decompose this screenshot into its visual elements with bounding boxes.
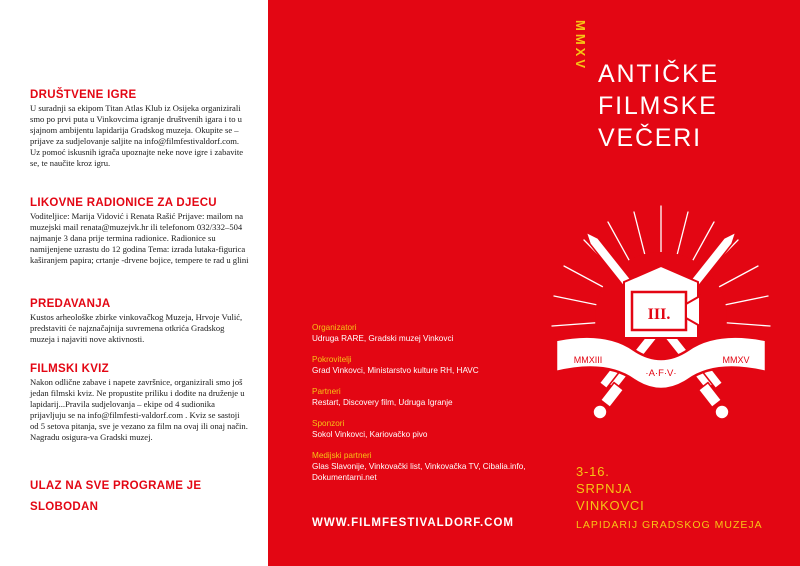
section-filmski-kviz bbox=[30, 362, 250, 443]
credit-value: Restart, Discovery film, Udruga Igranje bbox=[312, 398, 453, 407]
ribbon-left-year: MMXIII bbox=[573, 355, 603, 365]
credit-value: Glas Slavonije, Vinkovački list, Vinkovačka TV, Cibalia.info, Dokumentarni.net bbox=[312, 462, 526, 482]
credit-label: Sponzori bbox=[312, 419, 345, 428]
free-entry-notice: ULAZ NA SVE PROGRAME JE SLOBODAN bbox=[30, 480, 202, 513]
title-line: ANTIČKE bbox=[598, 60, 719, 88]
emblem-number: III. bbox=[647, 306, 671, 323]
credit-patrons bbox=[312, 354, 542, 376]
section-likovne-radionice bbox=[30, 196, 250, 266]
festival-dates bbox=[576, 463, 645, 514]
section-heading: PREDAVANJA bbox=[30, 298, 111, 310]
credit-value: Udruga RARE, Gradski muzej Vinkovci bbox=[312, 334, 454, 343]
vertical-year bbox=[570, 20, 596, 100]
credit-label: Pokrovitelji bbox=[312, 355, 352, 364]
vertical-year-text: MMXV bbox=[573, 20, 588, 71]
section-heading: DRUŠTVENE IGRE bbox=[30, 89, 137, 101]
section-predavanja bbox=[30, 297, 250, 345]
venue-name: LAPIDARIJ GRADSKOG MUZEJA bbox=[576, 519, 763, 531]
credit-label: Organizatori bbox=[312, 323, 357, 332]
festival-emblem bbox=[546, 200, 776, 440]
credit-partners bbox=[312, 386, 542, 408]
section-drustvene-igre bbox=[30, 88, 250, 169]
title-line: VEČERI bbox=[598, 124, 702, 152]
section-heading: LIKOVNE RADIONICE ZA DJECU bbox=[30, 197, 217, 209]
credit-label: Partneri bbox=[312, 387, 341, 396]
dates-line: SRPNJA bbox=[576, 481, 633, 496]
credit-value: Sokol Vinkovci, Kariovačko pivo bbox=[312, 430, 428, 439]
credit-label: Medijski partneri bbox=[312, 451, 372, 460]
section-text: Voditeljice: Marija Vidović i Renata Rašić Prijave: mailom na muzejski mail renata@muzejvk.hr ili telefonom 032/332–504 najmanje 3 dana prije termina radionice. Radionice su namijenjene uzrastu do 12 godina Tema: izrada lutaka-figurica kaširanjem papira; crtanje -drvene bojice, tempere te rad u glini bbox=[30, 211, 249, 265]
credit-sponsors bbox=[312, 418, 542, 440]
dates-line: 3-16. bbox=[576, 464, 610, 479]
credit-organizers bbox=[312, 322, 542, 344]
section-text: Nakon odlične zabave i napete završnice, organizirali smo još jedan filmski kviz. Ne propustite priliku i dođite na druženje u lapidarij...Pravila sudjelovanja – ekipe od 4 sudionika prijavljuju se na info@filmfesti-valdorf.com . Kviz se sastoji od 5 setova pitanja, sve je vezano za film na ovaj ili onaj način. Nagradu osigura-va Gradski muzej. bbox=[30, 377, 248, 442]
right-panel bbox=[268, 0, 800, 566]
credit-media-partners bbox=[312, 450, 542, 483]
credit-value: Grad Vinkovci, Ministarstvo kulture RH, HAVC bbox=[312, 366, 479, 375]
ribbon-right-year: MMXV bbox=[722, 355, 750, 365]
section-text: U suradnji sa ekipom Titan Atlas Klub iz Osijeka organizirali smo po prvi puta u Vinkovcima igranje društvenih igara i to u sjajnom ambijentu lapidarija Gradskog muzeja. Okupite se – prijave za sudjelovanje saljite na info@filmfestivaldorf.com. Uz pomoć iskusnih igrača upoznajte neke nove igre i zabavite se, te naučite kroz igru. bbox=[30, 103, 244, 168]
section-heading: FILMSKI KVIZ bbox=[30, 363, 109, 375]
ribbon-center-text: ·A·F·V· bbox=[645, 368, 677, 379]
festival-title bbox=[598, 58, 719, 154]
website-link[interactable]: WWW.FILMFESTIVALDORF.COM bbox=[312, 517, 515, 529]
credits-list bbox=[312, 322, 542, 493]
section-text: Kustos arheološke zbirke vinkovačkog Muzeja, Hrvoje Vulić, predstaviti će najznačajnija suvremena otkrića Gradskog muzeja i najaviti nove aktivnosti. bbox=[30, 312, 243, 344]
title-line: FILMSKE bbox=[598, 92, 718, 120]
dates-line: VINKOVCI bbox=[576, 498, 645, 513]
left-panel bbox=[0, 0, 268, 566]
